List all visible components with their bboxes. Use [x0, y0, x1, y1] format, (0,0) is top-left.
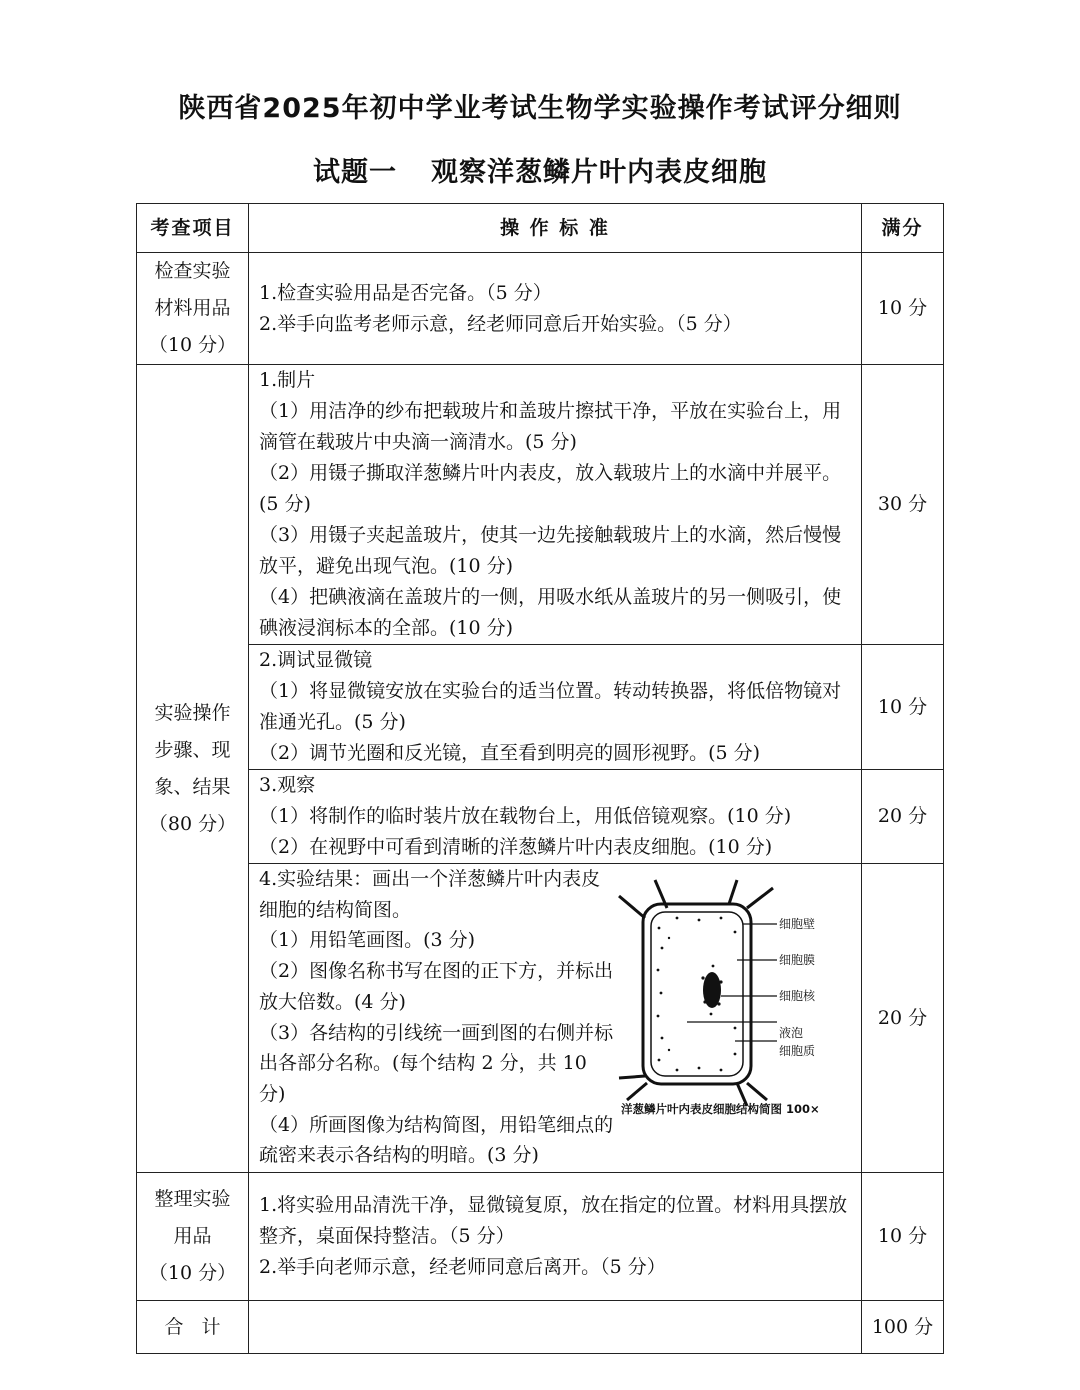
standard-observe: 3.观察 （1）将制作的临时装片放在载物台上，用低倍镜观察。(10 分) （2）在视野中可看到清晰的洋葱鳞片叶内表皮细胞。(10 分) [249, 770, 862, 864]
nucleus [701, 965, 722, 1016]
label-cell-membrane: 细胞膜 [779, 953, 816, 967]
score-make-slide: 30 分 [862, 365, 944, 645]
standard-check: 1.检查实验用品是否完备。（5 分） 2.举手向监考老师示意，经老师同意后开始实验。（5 分） [249, 253, 862, 365]
table-row [137, 1173, 944, 1301]
label-cell-wall: 细胞壁 [779, 917, 816, 931]
total-label: 合计 [137, 1301, 249, 1354]
onion-cell-diagram [617, 878, 857, 1123]
score-observe: 20 分 [862, 770, 944, 864]
table-row [137, 253, 944, 365]
score-result: 20 分 [862, 864, 944, 1173]
cytoplasm-dots [657, 917, 737, 1072]
standard-make-slide: 1.制片 （1）用洁净的纱布把载玻片和盖玻片擦拭干净，平放在实验台上，用滴管在载玻片中央滴一滴清水。(5 分) （2）用镊子撕取洋葱鳞片叶内表皮，放入载玻片上的水滴中并展平。(5 分) （3）用镊子夹起盖玻片，使其一边先接触载玻片上的水滴，然后慢慢放平，避免出现气泡。(10 分) （4）把碘液滴在盖玻片的一侧，用吸水纸从盖玻片的另一侧吸引，使碘液浸润标本的全部。(10 分) [249, 365, 862, 645]
question-number: 试题一 [313, 157, 397, 188]
label-nucleus: 细胞核 [779, 989, 816, 1003]
table-row [137, 770, 944, 864]
table-row [137, 365, 944, 645]
total-row [137, 1301, 944, 1354]
header-score: 满分 [862, 204, 944, 253]
table-row [137, 645, 944, 770]
standard-tidy: 1.将实验用品清洗干净，显微镜复原，放在指定的位置。材料用具摆放整齐，桌面保持整洁。（5 分） 2.举手向老师示意，经老师同意后离开。（5 分） [249, 1173, 862, 1301]
question-name: 观察洋葱鳞片叶内表皮细胞 [431, 157, 767, 188]
header-standard: 操 作 标 准 [249, 204, 862, 253]
score-tidy: 10 分 [862, 1173, 944, 1301]
diagram-caption: 洋葱鳞片叶内表皮细胞结构简图 100× [621, 1102, 820, 1116]
table-row [137, 864, 944, 1173]
header-row [137, 204, 944, 253]
score-microscope: 10 分 [862, 645, 944, 770]
standard-result: 4.实验结果：画出一个洋葱鳞片叶内表皮细胞的结构简图。 （1）用铅笔画图。(3 分) （2）图像名称书写在图的正下方，并标出放大倍数。(4 分) （3）各结构的引线统一画到图的右侧并标出各部分名称。(每个结构 2 分，共 10 分) （4）所画图像为结构简图，用铅笔细点的疏密来表示各结构的明暗。(3 分) 细胞壁 细胞膜 细胞核 液泡 细胞质 洋葱鳞片叶内表皮细胞结构简图 100× [249, 864, 862, 1173]
total-score: 100 分 [862, 1301, 944, 1354]
item-check: 检查实验 材料用品 （10 分） [137, 253, 249, 365]
header-item: 考查项目 [137, 204, 249, 253]
scoring-table [136, 203, 944, 1354]
standard-microscope: 2.调试显微镜 （1）将显微镜安放在实验台的适当位置。转动转换器，将低倍物镜对准通光孔。(5 分) （2）调节光圈和反光镜，直至看到明亮的圆形视野。(5 分) [249, 645, 862, 770]
page-title: 陕西省2025年初中学业考试生物学实验操作考试评分细则 [178, 93, 902, 124]
score-check: 10 分 [862, 253, 944, 365]
item-tidy: 整理实验 用品 （10 分） [137, 1173, 249, 1301]
question-subtitle [0, 150, 1080, 189]
label-vacuole: 液泡 [779, 1026, 804, 1040]
total-standard-empty [249, 1301, 862, 1354]
item-operation: 实验操作 步骤、现 象、结果 （80 分） [137, 365, 249, 1173]
label-cytoplasm: 细胞质 [779, 1044, 816, 1058]
